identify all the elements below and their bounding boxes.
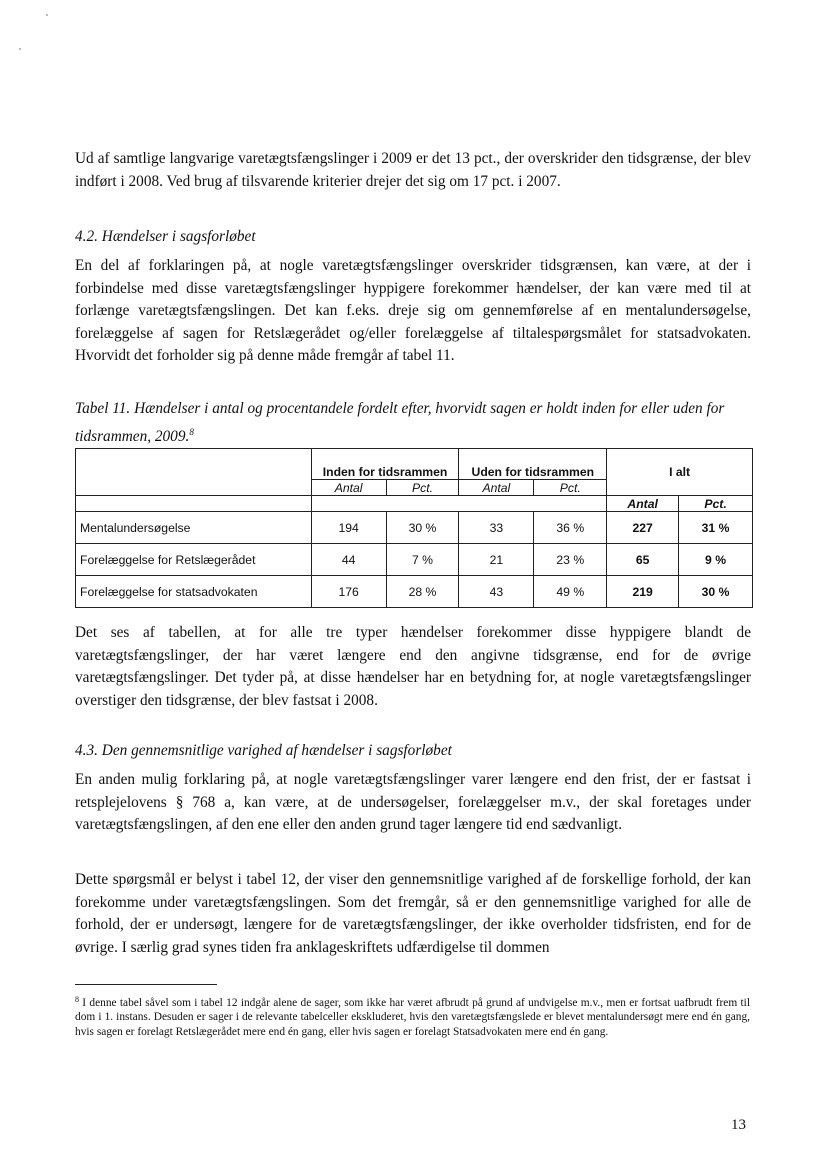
paragraph-intro: Ud af samtlige langvarige varetægtsfængslinger i 2009 er det 13 pct., der overskrider den tidsgrænse, der blev indført i 2008. Ved brug af tilsvarende kriterier drejer det sig om 17 pct. i 2007. (75, 150, 751, 190)
cell: 49 % (534, 576, 607, 608)
cell: 194 (311, 512, 386, 544)
cell: 21 (459, 544, 534, 576)
cell: 23 % (534, 544, 607, 576)
cell: 176 (311, 576, 386, 608)
scan-speck (19, 48, 21, 50)
table-11 (75, 448, 753, 608)
subheader-pct: Pct. (534, 480, 607, 496)
row-label: Mentalundersøgelse (76, 512, 312, 544)
cell-total: 30 % (679, 576, 753, 608)
cell-total: 31 % (679, 512, 753, 544)
row-label: Forelæggelse for statsadvokaten (76, 576, 312, 608)
table-caption-footnote-ref: 8 (189, 426, 194, 437)
scan-speck (46, 14, 48, 16)
cell: 36 % (534, 512, 607, 544)
heading-4-2: 4.2. Hændelser i sagsforløbet (75, 228, 256, 245)
footnote-text: I denne tabel såvel som i tabel 12 indgår alene de sager, som ikke har været afbrudt på grund af undvigelse m.v., men er fortsat uafbrudt frem til dom i 1. instans. Desuden er sager i de relevante tabelceller ekskluderet, hvis den varetægtsfængslede er blevet mentalundersøgt mere end én gang, hvis sagen er forelagt Retslægerådet mere end én gang, eller hvis sagen er forelagt Statsadvokaten mere end én gang. (75, 997, 750, 1038)
table-row (76, 576, 753, 608)
table-spacer (311, 496, 607, 512)
cell-total: 65 (607, 544, 679, 576)
footnote (75, 993, 750, 1039)
cell: 33 (459, 512, 534, 544)
group-header-ialt: I alt (607, 449, 753, 496)
group-header-inden: Inden for tidsrammen (311, 449, 459, 480)
table-row (76, 544, 753, 576)
subheader-total-antal: Antal (607, 496, 679, 512)
paragraph-4-2: En del af forklaringen på, at nogle varetægtsfængslinger overskrider tidsgrænsen, kan være, at der i forbindelse med disse varetægtsfængslinger hyppigere forekommer hændelser, der kan være med til at forlænge varetægtsfængslingen. Det kan f.eks. dreje sig om gennemførelse af en mentalundersøgelse, forelæggelse af sagen for Retslægerådet og/eller forelæggelse af tiltalespørgsmålet for statsadvokaten. Hvorvidt det forholder sig på denne måde fremgår af tabel 11. (75, 257, 751, 364)
cell: 30 % (386, 512, 459, 544)
row-label: Forelæggelse for Retslægerådet (76, 544, 312, 576)
cell: 7 % (386, 544, 459, 576)
footnote-marker: 8 (75, 995, 79, 1004)
paragraph-after-table: Det ses af tabellen, at for alle tre typer hændelser forekommer disse hyppigere blandt de varetægtsfængslinger, der har været længere end den angivne tidsgrænse, end for de øvrige varetægtsfængslinger. Det tyder på, at disse hændelser har en betydning for, at nogle varetægtsfængslinger overstiger den tidsgrænse, der blev fastsat i 2008. (75, 624, 751, 709)
subheader-antal: Antal (311, 480, 386, 496)
table-row (76, 512, 753, 544)
subheader-total-pct: Pct. (679, 496, 753, 512)
table-subheader-total-row (76, 496, 753, 512)
cell: 28 % (386, 576, 459, 608)
table-label-spacer (76, 496, 312, 512)
table-header-row (76, 449, 753, 480)
table-corner-cell (76, 449, 312, 496)
heading-4-3: 4.3. Den gennemsnitlige varighed af hændelser i sagsforløbet (75, 742, 452, 759)
cell: 44 (311, 544, 386, 576)
group-header-uden: Uden for tidsrammen (459, 449, 607, 480)
cell: 43 (459, 576, 534, 608)
cell-total: 219 (607, 576, 679, 608)
page-number: 13 (731, 1117, 746, 1133)
cell-total: 9 % (679, 544, 753, 576)
paragraph-last: Dette spørgsmål er belyst i tabel 12, der viser den gennemsnitlige varighed af de forskellige forhold, der kan forekomme under varetægtsfængslingen. Som det fremgår, så er den gennemsnitlige varighed for alle de forhold, der er undersøgt, længere for de varetægtsfængslinger, der ikke overholder tidsfristen, end for de øvrige. I særlig grad synes tiden fra anklageskriftets udfærdigelse til dommen (75, 871, 751, 956)
paragraph-4-3: En anden mulig forklaring på, at nogle varetægtsfængslinger varer længere end den frist, der er fastsat i retsplejelovens § 768 a, kan være, at de undersøgelser, forelæggelser m.v., der skal foretages under varetægtsfængslingen, af den ene eller den anden grund tager længere tid end sædvanligt. (75, 771, 751, 833)
footnote-separator (75, 984, 217, 985)
cell-total: 227 (607, 512, 679, 544)
table-caption (75, 398, 755, 448)
subheader-pct: Pct. (386, 480, 459, 496)
subheader-antal: Antal (459, 480, 534, 496)
table-caption-text: Tabel 11. Hændelser i antal og procentandele fordelt efter, hvorvidt sagen er holdt inden for eller uden for tidsrammen, 2009. (75, 400, 725, 445)
